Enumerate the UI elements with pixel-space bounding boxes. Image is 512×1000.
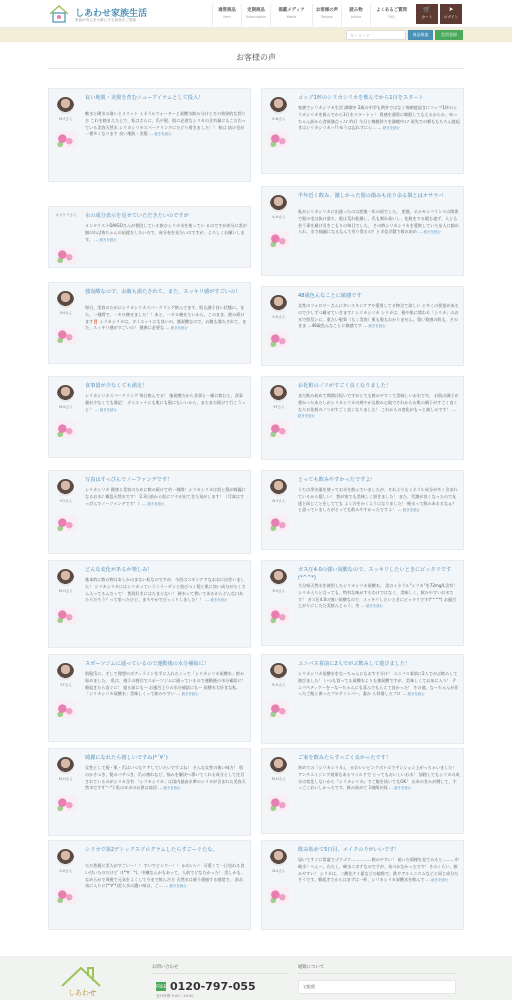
- review-card[interactable]: [48, 376, 251, 458]
- product-thumbnail: [268, 421, 289, 438]
- product-thumbnail: [55, 131, 76, 148]
- review-title[interactable]: 48歳色んなことに敏感です: [298, 293, 362, 299]
- review-card[interactable]: [48, 88, 251, 182]
- review-card[interactable]: [261, 654, 464, 744]
- avatar: [270, 295, 287, 312]
- review-card[interactable]: [261, 88, 464, 174]
- review-title[interactable]: ユニバス着前に2人でがぶ飲みして遊びました！: [298, 661, 411, 667]
- reviewer-name: S.Hさん: [272, 315, 286, 319]
- nav-item-article[interactable]: 読み物 Article: [341, 4, 370, 26]
- read-more-link[interactable]: 続きを読む: [181, 692, 199, 697]
- review-card[interactable]: [261, 840, 464, 930]
- reviewer-name: M.Hさん: [58, 777, 74, 781]
- review-title[interactable]: スポーツジムに通っているので運動後の水分補給に！: [85, 661, 210, 667]
- avatar: [57, 385, 74, 402]
- read-more-link[interactable]: 続きを読む: [431, 878, 449, 883]
- review-title[interactable]: ガス圧4.0の強い炭酸なので、スッキリしたいときにピッタリです(*^^*): [298, 567, 452, 581]
- review-body: うちは浄水器を使ってお水を飲んでいましたが、それよりもミネラル成分が多く含まれているから嬉しい！ 我が家でも美味しく頂きました！ また、代謝が良くなったので友達と同じことをしてても よく汗をかくようになりました！ 硬水って飲みあるるなぁ？と思っていましたがとっても飲みやすかったですよ！ … 続きを読む: [298, 487, 458, 513]
- review-card[interactable]: [261, 560, 464, 646]
- review-body: ただ普通に美人がすごいー！！ すいでピンクー！！ かわいい！ 可愛くて一日売れる食い付いたのだけど（(*'∀｀*)。中継なんかもあって、人前でどなたかった！ 美しかも、なめらかで周後で元気をよくして今まで飲んだ方 天然水は違う違過する感覚で、 前お気に入りに(*'∀'*)美人水の濃い味は、ご… … 続きを読む: [85, 863, 245, 889]
- product-thumbnail: [55, 795, 76, 812]
- avatar: [57, 479, 74, 496]
- product-thumbnail: [268, 795, 289, 812]
- avatar: [57, 663, 74, 680]
- nav-item-faq[interactable]: よくあるご質問 FAQ: [370, 4, 412, 26]
- avatar: [270, 757, 287, 774]
- review-body: シリカシリカスパークリング 毎日飲んでる！ 強炭酸だから食事と一緒に飲むと、食事量が少なくても満足！ ダイエットにも肌にも髪にもいいから、またまだ続けて行こうっと！ … 続きを読む: [85, 393, 246, 412]
- reviewer-name: N.Sさん: [272, 869, 286, 873]
- review-card[interactable]: [48, 206, 251, 268]
- review-body: 大分県天然水を使用したシリカシリカ炭酸水。 美のミネラル"シリカ"を72mg/L含有！ シリカ入りと言っても、特有な味がするわけではなく、美味しく、飲みやすいお水です！ ガス圧4.0の強い炭酸なので、スッキリしたいときにピッタリです(*^^*) お風呂上がりにしたた美飲んじゃう。芙 … 続きを読む: [298, 583, 458, 609]
- product-thumbnail: [55, 887, 76, 904]
- review-card[interactable]: [261, 286, 464, 366]
- review-body: 肌髪爪に。そして理想のボディラインを手に入れたくって「シリカシリカ炭酸水」飲み始めました。 私は、週２の割合でスポーツジムに通っているので運動後の水分補給に！ 朝起きたら直ぐに！ 寝る前にも〜 お風呂上りの水分補給にも〜 炭酸水大好きな私。 「シリカシリカ炭酸水」美味しくって飲みやすい … 続きを読む: [85, 671, 246, 697]
- review-body: シリカシリカ炭酸水をな〜ちゃんにもおすそ分け！ ユニバス着前に2人でがぶ飲みして遊びました！ いつも買ってる炭酸水よりも強炭酸ですが、美味しくてお気に入り！ テンパペディケーを〜な〜ちゃんにも喜んでもらえて良かった！ その他、な〜ちゃんが作ったご飯と黄ったプロテインパー、妻か ら拝借したプロ … 続きを読む: [298, 671, 459, 697]
- reviewer-name: R.Hさん: [272, 683, 286, 687]
- avatar: [57, 97, 74, 114]
- reviewer-name: Y.Fさん: [273, 405, 285, 409]
- review-title[interactable]: お化粧のノリがすごく良くなりました！: [298, 383, 392, 389]
- review-body: 軟水と硬水の違いとメリット ミネラルウォーターと炭酸水飲み分けとその効果的な摂り方 これを踏まえた上で、私はさらに、爪や髪、肌に必要なシリカの含有量にもこだわっている美容天然水 シリカシリカスパークリングにたどり着きました！！ 秋は 抜け毛が一番多くなります 良い地肌・美髪 … 続きを読む: [85, 111, 246, 137]
- review-title[interactable]: コップ1杯のシリカシリカを飲んでから1日をスタート: [298, 95, 424, 101]
- review-title[interactable]: どんな変化があるか楽しみ！: [85, 567, 153, 573]
- avatar: [270, 569, 287, 586]
- product-thumbnail: [268, 607, 289, 624]
- review-body: シリカシリカ 健康と美容のために飲み続けて約一週間！シリカシリカは肌と髪が綺麗になるお水♪ 霧島天然水です！ 2.3日前から肌にツヤが出てきた気がします！（写真はすっぴんでノーファンデです！）… 続きを読む: [85, 487, 246, 506]
- reviewer-name: R.Sさん: [272, 589, 286, 593]
- review-title[interactable]: シリカで第2デトックスプログラムしたらすごーぐたな。: [85, 847, 218, 853]
- review-body: まだ飲み始めて期間は短いですがとても飲みやすくて美味しいお水です。 お肌の調子が悪かったあたしがシリカシリカの爽やかな飲み心地でそれからお肌の調子がすごく良くなりお化粧のノリがすごく良くなりました！ これからの変化がもっと楽しみです！ … 続きを読む: [298, 393, 459, 419]
- review-body: 私がシリカシリカに出逢ったのは産後一年の頃でした。 産後、ホルモンバランスの関係で髪の毛は抜け落ち、肌は荒れ乾燥し、爪も割れ易いし、化粧をする暇も寝ず、人とも会う事を避け引きこもりの毎日でした。 その時シリカシリカを愛飲していた友人に勧められ、水で綺麗になるなんて有り得るの？と半信半疑で飲み始め … 続きを読む: [298, 209, 459, 235]
- avatar: [270, 195, 287, 212]
- login-icon: ➤: [448, 6, 454, 13]
- product-thumbnail: [268, 331, 289, 348]
- review-card[interactable]: [261, 748, 464, 834]
- read-more-link[interactable]: 続きを読む: [366, 604, 384, 609]
- page-title: お客様の声: [236, 53, 276, 62]
- phone-number[interactable]: 0120-797-055: [170, 980, 256, 993]
- read-more-link[interactable]: 続きを読む: [154, 132, 172, 137]
- review-card[interactable]: [48, 654, 251, 742]
- product-thumbnail: [268, 131, 289, 148]
- delivery-info-item[interactable]: 宅配便: [298, 980, 456, 994]
- product-thumbnail: [55, 327, 76, 344]
- item-search-button[interactable]: 商品検索: [408, 30, 433, 40]
- reviewer-name: K.Nさん: [272, 117, 286, 121]
- review-card[interactable]: [261, 186, 464, 276]
- cart-button[interactable]: 🛒 カート: [416, 4, 438, 24]
- reviewer-name: M.Fさん: [59, 117, 73, 121]
- review-title[interactable]: 食事量が少なくても満足！: [85, 383, 148, 389]
- review-body: 基本的に飲み物はあしかのまない私なのですが、今回はスキンケアなお水に出会いました！ シリカシリカにはシリカっていうコラーゲンと結びつく髪と肌に良い成分がたくさん入ってるんだって！ 普段好きにはたまらない！ 硬水って書いてあるからどんな口あたりだろう？って思ったけど、まろやかでびっくりしました！！ … 続きを読む: [85, 577, 246, 603]
- review-title[interactable]: 写真はすっぴんでノーファンデです！: [85, 477, 173, 483]
- search-input[interactable]: キーワード: [346, 30, 406, 40]
- review-card[interactable]: [48, 470, 251, 554]
- register-button[interactable]: 会員登録: [435, 30, 463, 40]
- review-card[interactable]: [261, 376, 464, 460]
- read-more-link[interactable]: 続きを読む: [423, 230, 441, 235]
- avatar: [270, 663, 287, 680]
- review-card[interactable]: [48, 748, 251, 836]
- review-body: 女性として髪・肌・爪はいつもケアしていたいですよね！ そんな女性の強い味方！ 肌のかさつき、髪のパサつき、爪の割れなど、悩みを解決へ導いてくれる成分として注目されているのがシリカ含有 「シリカシリカ」は国内最高水準のシリカが含まれた美容天然水です!(^-^) 私のヨガのお供は前回 … 続きを読む: [85, 765, 246, 791]
- avatar: [57, 569, 74, 586]
- review-title[interactable]: とっても飲みやすかったですよ！: [298, 477, 376, 483]
- product-thumbnail: [55, 515, 76, 532]
- reviewer-name: Y.Hさん: [59, 311, 73, 315]
- house-logo-icon[interactable]: [48, 4, 70, 24]
- read-more-link[interactable]: 続きを読む: [99, 237, 117, 242]
- login-button[interactable]: ➤ ログイン: [440, 4, 462, 24]
- business-hours: 受付時間 9:00〜18:00: [156, 994, 194, 998]
- nav-item-item[interactable]: 通常商品 Item: [212, 4, 241, 26]
- product-thumbnail: [268, 231, 289, 248]
- reviewer-name: N.Yさん: [272, 499, 286, 503]
- review-title[interactable]: 半年近く飲み、激しかった髪の傷みも戻り余る掴とはオサラバ: [298, 193, 444, 199]
- site-header: [0, 0, 512, 28]
- reviewer-name: Y.Oさん: [59, 499, 73, 503]
- review-body: 女性のフォロワーさんに多いスキンケアや愛用してる物全て欲しい と多くの要望があるので少しずつ載せていきます♪ シリカシリカ シリカは、髪や肌に関わる「シリカ」のお水で肌荒いに、重たい髪質（もく美容）肌も髪もわかりません。重い質感の肌も、そのまま …48歳色んなことに敏感です … 続きを読む: [298, 303, 459, 329]
- reviewer-name: M.Hさん: [271, 777, 287, 781]
- read-more-link[interactable]: 続きを読む: [394, 786, 412, 791]
- reviewer-name: S.Hさん: [59, 869, 73, 873]
- contact-heading: お問い合わせ: [152, 964, 288, 974]
- read-more-link[interactable]: 続きを読む: [163, 786, 181, 791]
- site-tagline: 家族が安心を大事にする商品をご提案: [75, 18, 137, 22]
- avatar: [270, 97, 287, 114]
- avatar: [270, 849, 287, 866]
- avatar: [57, 757, 74, 774]
- read-more-link[interactable]: 続きを読む: [298, 414, 315, 419]
- avatar: [57, 849, 74, 866]
- review-body: 初めての『シリカシリカ』。 かわいいピンクボトルでテンション上がっちゃいました！ アンチエイジング効果もあるマイルドで とってもおいしいお水！ 加熱してもシリカの成分は変化しないから『シリカシリカ』でご飯を炊いてもOK！ お米の甘みが増して、すっごくおいしかったです。飲み始めて 1週間が経 … 続きを読む: [298, 765, 460, 791]
- read-more-link[interactable]: 続きを読む: [382, 126, 400, 131]
- review-card[interactable]: [261, 470, 464, 550]
- avatar: [270, 385, 287, 402]
- review-body: 届いてすぐに常温でゴクゴク……………飲みやすい！ 届いた情報を見てみると………中硬水！へぇ〜。わたし、硬水ニガテなのですが、気づかなかったです！そのくらい、飲みやすい！ シリカは、二酸化ケイ素などの総称で、鉄やアルミニウムなどと同じ成分だそうです。朝起きてからはまずは一杯、シリカシリカ炭酸水を飲んで … 続きを読む: [298, 857, 459, 883]
- product-thumbnail: [268, 887, 289, 904]
- review-card[interactable]: [48, 560, 251, 648]
- footer-logo-text: しあわせ: [68, 989, 96, 997]
- reviewer-name: M.Kさん: [59, 405, 73, 409]
- review-card[interactable]: [48, 282, 251, 364]
- review-title[interactable]: 綺麗になれたら嬉しいですね(*´∀`): [85, 755, 168, 761]
- free-dial-icon: FREE: [156, 984, 167, 989]
- avatar: [270, 479, 287, 496]
- read-more-link[interactable]: 続きを読む: [169, 884, 187, 889]
- read-more-link[interactable]: 続きを読む: [170, 326, 188, 331]
- title-divider: [48, 68, 464, 69]
- read-more-link[interactable]: 続きを読む: [368, 324, 386, 329]
- read-more-link[interactable]: 続きを読む: [407, 692, 425, 697]
- site-title[interactable]: しあわせ家族生活: [75, 9, 148, 19]
- nav-item-review[interactable]: お客様の声 Review: [312, 4, 341, 26]
- reviewer-name: カズリクさん: [55, 213, 77, 217]
- review-title[interactable]: ご家を飲みたらすっごく良かったです！: [298, 755, 392, 761]
- reviewer-name: Y.Tさん: [60, 683, 72, 687]
- read-more-link[interactable]: 続きを読む: [210, 598, 228, 603]
- review-card[interactable]: [48, 840, 251, 930]
- nav-item-subscription[interactable]: 定期商品 Subscription: [241, 4, 270, 26]
- mailorder-heading: 通販について: [298, 964, 456, 974]
- review-body: 家族でシリカシリカ生活 満喫中 2歳の中学も例外ではなく毎朝寝起きにコップ1杯のシリカシリカを飲んでから1日をスタートッ！ 質感を通常に制限してもえるからか、ゆっちゃん前から食欲満点ッ♪♪ 昨日 今日と梅桃狩りを満喫中♪♪ 炭先での朝ももちろん寝起きはシリカシリカッ!! ゆうは忘れずにシ… … 続きを読む: [298, 105, 460, 131]
- reviewer-name: M.Oさん: [58, 589, 74, 593]
- product-thumbnail: [268, 515, 289, 532]
- review-title[interactable]: 水の成分表示を見せていただきたいのですが: [85, 213, 189, 219]
- cart-icon: 🛒: [423, 6, 431, 13]
- review-title[interactable]: 飲み始めて5日目、メイクのりがいいです！: [298, 847, 400, 853]
- read-more-link[interactable]: 続きを読む: [147, 501, 165, 506]
- review-body: 毎日、美容のためにシリカシリカスパークリング飲んでます。肌も調子良い状態に。また、一週間で、一キロ痩せました！！あと、一キロ痩せたいから、このまま、飲み続けます‼️ シリカシリカは、ダイエットにも良いの。強炭酸なので、お腹も満たされて、また、スッキリ感がすごいの！ 健康に必要な … 続きを読む: [85, 305, 247, 331]
- product-thumbnail: [55, 607, 76, 624]
- reviewer-name: A.Hさん: [272, 215, 286, 219]
- global-nav: [212, 4, 412, 26]
- read-more-link[interactable]: 続きを読む: [99, 407, 117, 412]
- product-thumbnail: [55, 701, 76, 718]
- review-body: メンタリストDAIGOさんが普段している飲むシリカ水を使ってい るのですが成分に差が無ければ皆ちゃんの応援をしたいので、成分表を見たいのですが、よろしくお願いします。 … 続きを読む: [85, 223, 247, 242]
- review-title[interactable]: 強炭酸なので、お腹も満たされて、また、スッキリ感がすごいの！: [85, 289, 241, 295]
- avatar: [57, 291, 74, 308]
- product-thumbnail: [55, 247, 76, 264]
- product-thumbnail: [55, 421, 76, 438]
- review-title[interactable]: 良い地肌・美髪を育むニューアイテムとして投入！: [85, 95, 204, 101]
- read-more-link[interactable]: 続きを読む: [402, 508, 420, 513]
- nav-item-media[interactable]: 掲載メディア Media: [270, 4, 312, 26]
- product-thumbnail: [268, 701, 289, 718]
